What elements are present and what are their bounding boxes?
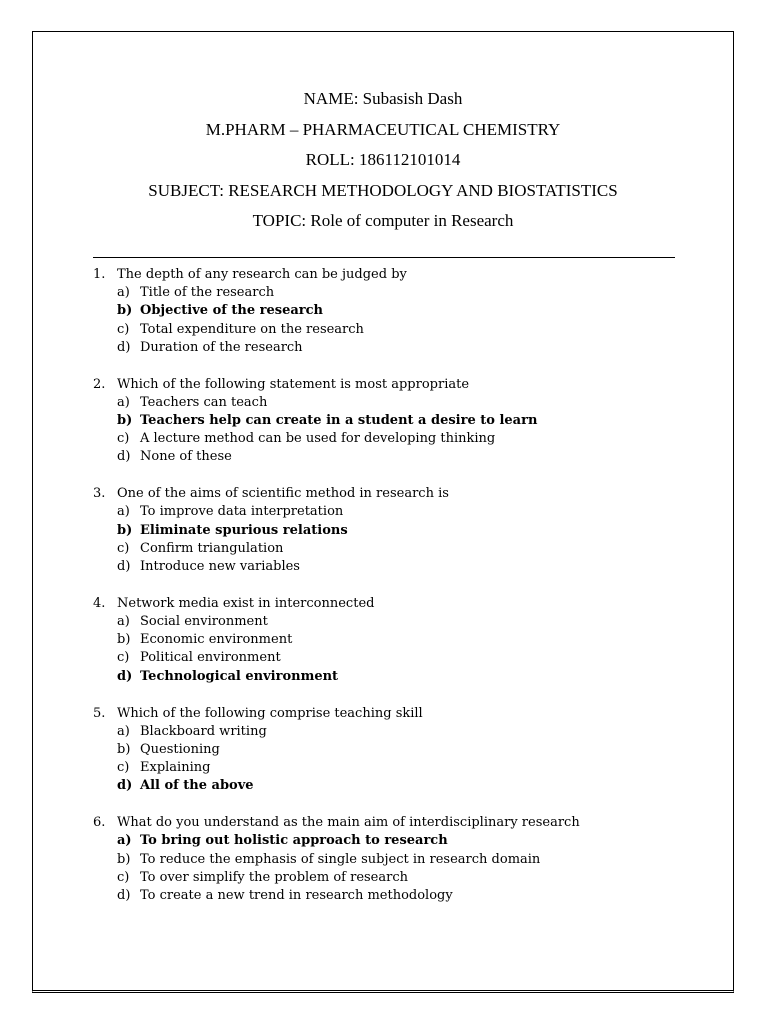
question-6 [93,814,693,905]
option-text: Teachers help can create in a student a desire to learn [140,413,538,428]
option-text: Duration of the research [140,339,303,355]
question-number: 3. [93,486,106,502]
option-a-answer [93,832,693,850]
option-letter: b) [117,741,131,757]
option-letter: d) [117,887,131,903]
option-text: To improve data interpretation [140,504,344,520]
option-letter: c) [117,321,130,337]
option-letter: c) [117,760,130,776]
option-text: Technological environment [140,668,339,684]
option-letter: b) [117,632,131,648]
option-a [93,723,693,741]
option-letter: d) [117,449,131,465]
question-3 [93,485,693,576]
option-text: Blackboard writing [140,723,267,739]
option-text: A lecture method can be used for developing thinking [140,431,496,447]
question-line [93,376,693,394]
topic-title: TOPIC: Role of computer in Research [252,211,514,230]
option-text: Questioning [140,741,220,757]
roll-number: ROLL: 186112101014 [305,150,461,169]
option-text: Objective of the research [140,303,323,319]
option-text: Explaining [140,760,211,776]
option-text: Political environment [140,650,281,666]
option-letter: a) [117,394,130,410]
option-a [93,394,693,412]
option-letter: b) [117,303,133,319]
question-number: 6. [93,815,106,831]
option-letter: a) [117,614,130,630]
option-text: All of the above [140,778,254,794]
option-text: Title of the research [140,285,275,301]
option-letter: a) [117,833,132,849]
option-text: To create a new trend in research methodology [140,887,453,903]
question-2 [93,376,693,467]
option-text: Total expenditure on the research [140,321,364,337]
document-header [32,88,734,241]
option-a [93,503,693,521]
option-letter: a) [117,504,130,520]
option-c [93,540,693,558]
option-d-answer [93,668,693,686]
option-letter: b) [117,851,131,867]
option-text: To bring out holistic approach to research [140,833,448,849]
option-c [93,321,693,339]
option-letter: d) [117,339,131,355]
option-letter: a) [117,723,130,739]
option-d [93,558,693,576]
option-letter: b) [117,522,133,538]
option-text: Introduce new variables [140,559,300,574]
option-b [93,741,693,759]
question-4 [93,595,693,686]
option-text: Economic environment [140,632,293,648]
question-line [93,705,693,723]
question-text: Which of the following statement is most appropriate [117,376,470,392]
option-d [93,887,693,905]
question-number: 5. [93,705,106,721]
question-text: One of the aims of scientific method in research is [117,486,449,502]
option-a [93,613,693,631]
subject-title: SUBJECT: RESEARCH METHODOLOGY AND BIOSTATISTICS [148,180,618,200]
option-letter: d) [117,559,131,574]
student-name: NAME: Subasish Dash [303,89,463,108]
option-text: To reduce the emphasis of single subject in research domain [140,851,541,867]
question-1 [93,266,693,357]
option-text: Eliminate spurious relations [140,522,348,538]
option-letter: b) [117,413,133,428]
option-b [93,851,693,869]
header-divider [93,257,675,258]
question-text: What do you understand as the main aim of interdisciplinary research [117,815,580,831]
option-text: Confirm triangulation [140,540,284,556]
question-5 [93,705,693,796]
option-c [93,649,693,667]
program-title: M.PHARM – PHARMACEUTICAL CHEMISTRY [205,119,561,139]
option-text: None of these [140,449,232,465]
option-text: Teachers can teach [140,394,268,410]
option-b-answer [93,412,693,430]
option-d-answer [93,777,693,795]
question-text: Which of the following comprise teaching skill [117,705,423,721]
question-list [93,266,693,924]
option-letter: d) [117,668,133,684]
option-text: Social environment [140,614,268,630]
option-b [93,631,693,649]
option-b-answer [93,302,693,320]
option-c [93,869,693,887]
question-text: Network media exist in interconnected [117,595,375,611]
question-line [93,595,693,613]
option-d [93,448,693,466]
option-letter: a) [117,285,130,301]
option-a [93,284,693,302]
option-letter: c) [117,540,130,556]
option-b-answer [93,522,693,540]
option-c [93,759,693,777]
question-line [93,485,693,503]
option-letter: d) [117,778,133,794]
option-letter: c) [117,869,130,885]
question-number: 2. [93,376,106,392]
question-line [93,814,693,832]
question-line [93,266,693,284]
question-number: 4. [93,595,106,611]
option-text: To over simplify the problem of research [140,869,408,885]
question-text: The depth of any research can be judged by [117,267,407,282]
question-number: 1. [93,267,106,282]
option-letter: c) [117,431,130,447]
option-c [93,430,693,448]
option-letter: c) [117,650,130,666]
option-d [93,339,693,357]
